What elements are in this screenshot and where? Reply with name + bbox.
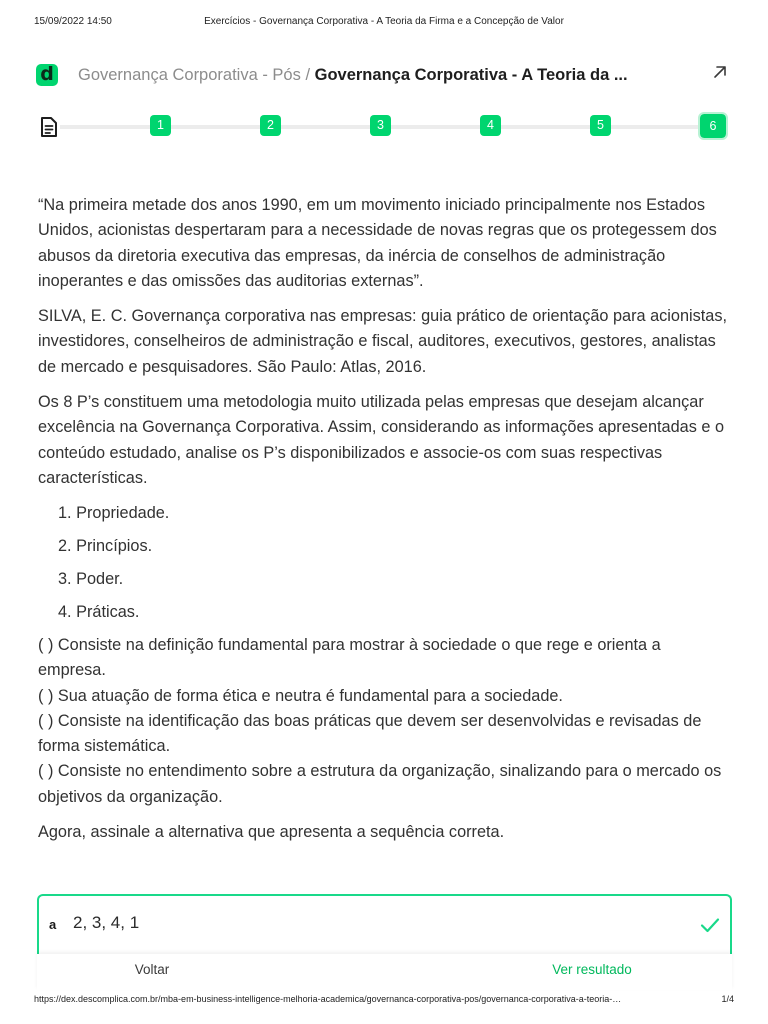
list-item: 4. Práticas. bbox=[58, 602, 140, 621]
step-5[interactable]: 5 bbox=[590, 115, 611, 136]
print-title: Exercícios - Governança Corporativa - A Teoria da Firma e a Concepção de Valor bbox=[204, 16, 564, 27]
back-button[interactable]: Voltar bbox=[134, 962, 170, 977]
question-instruction: Agora, assinale a alternativa que apresenta a sequência correta. bbox=[38, 823, 505, 842]
association-item: ( ) Sua atuação de forma ética e neutra é fundamental para a sociedade. bbox=[38, 686, 563, 705]
arrow-up-right-icon[interactable] bbox=[710, 62, 730, 82]
breadcrumb-parent-link[interactable]: Governança Corporativa - Pós bbox=[78, 66, 301, 84]
answer-letter: a bbox=[49, 917, 57, 932]
association-item: ( ) Consiste na definição fundamental para mostrar à sociedade o que rege e orienta a empresa. bbox=[38, 635, 661, 680]
answer-text: 2, 3, 4, 1 bbox=[73, 913, 140, 932]
step-6[interactable]: 6 bbox=[700, 114, 726, 138]
question-reference: SILVA, E. C. Governança corporativa nas empresas: guia prático de orientação para acionistas, investidores, conselheiros de administração e fiscal, auditores, executivos, gestores, analistas de mercado e pesquisadores. São Paulo: Atlas, 2016. bbox=[38, 307, 728, 376]
association-item: ( ) Consiste no entendimento sobre a estrutura da organização, sinalizando para o mercado os objetivos da organização. bbox=[38, 762, 722, 806]
list-item: 1. Propriedade. bbox=[58, 504, 170, 523]
breadcrumb-separator: / bbox=[300, 66, 315, 84]
logo[interactable] bbox=[36, 64, 58, 86]
step-3[interactable]: 3 bbox=[370, 115, 391, 136]
question-content bbox=[38, 193, 732, 855]
answer-option-a[interactable] bbox=[37, 894, 732, 956]
print-url: https://dex.descomplica.com.br/mba-em-business-intelligence-melhoria-academica/governanca-corporativa-pos/governanca-corporativa-a-teoria-… bbox=[34, 994, 622, 1004]
print-footer bbox=[0, 994, 768, 1008]
concept-list bbox=[58, 501, 732, 625]
topbar bbox=[36, 62, 734, 88]
step-2[interactable]: 2 bbox=[260, 115, 281, 136]
breadcrumb-current: Governança Corporativa - A Teoria da ... bbox=[314, 66, 628, 84]
question-progress bbox=[36, 114, 734, 140]
step-1[interactable]: 1 bbox=[150, 115, 171, 136]
check-icon bbox=[700, 916, 720, 934]
list-item: 3. Poder. bbox=[58, 569, 124, 588]
print-header bbox=[0, 16, 768, 30]
document-icon[interactable] bbox=[38, 115, 60, 139]
print-datetime: 15/09/2022 14:50 bbox=[34, 16, 112, 27]
print-page-number: 1/4 bbox=[721, 994, 734, 1004]
step-4[interactable]: 4 bbox=[480, 115, 501, 136]
question-quote: “Na primeira metade dos anos 1990, em um movimento iniciado principalmente nos Estados Unidos, acionistas despertaram para a necessidade de novas regras que os protegessem dos abusos da diretoria executiva das empresas, da inércia de conselhos de administração inoperantes e das omissões das auditorias externas”. bbox=[38, 196, 717, 290]
question-intro: Os 8 P’s constituem uma metodologia muito utilizada pelas empresas que desejam alcançar excelência na Governança Corporativa. Assim, considerando as informações apresentadas e o conteúdo estudado, analise os P’s disponibilizados e associe-os com suas respectivas características. bbox=[38, 393, 725, 487]
breadcrumb bbox=[78, 64, 678, 86]
list-item: 2. Princípios. bbox=[58, 537, 153, 556]
logo-letter: d bbox=[40, 63, 54, 85]
view-result-button[interactable]: Ver resultado bbox=[552, 962, 632, 977]
association-statements bbox=[38, 633, 732, 810]
association-item: ( ) Consiste na identificação das boas práticas que devem ser desenvolvidas e revisadas de forma sistemática. bbox=[38, 711, 702, 756]
bottom-navigation bbox=[37, 954, 732, 990]
